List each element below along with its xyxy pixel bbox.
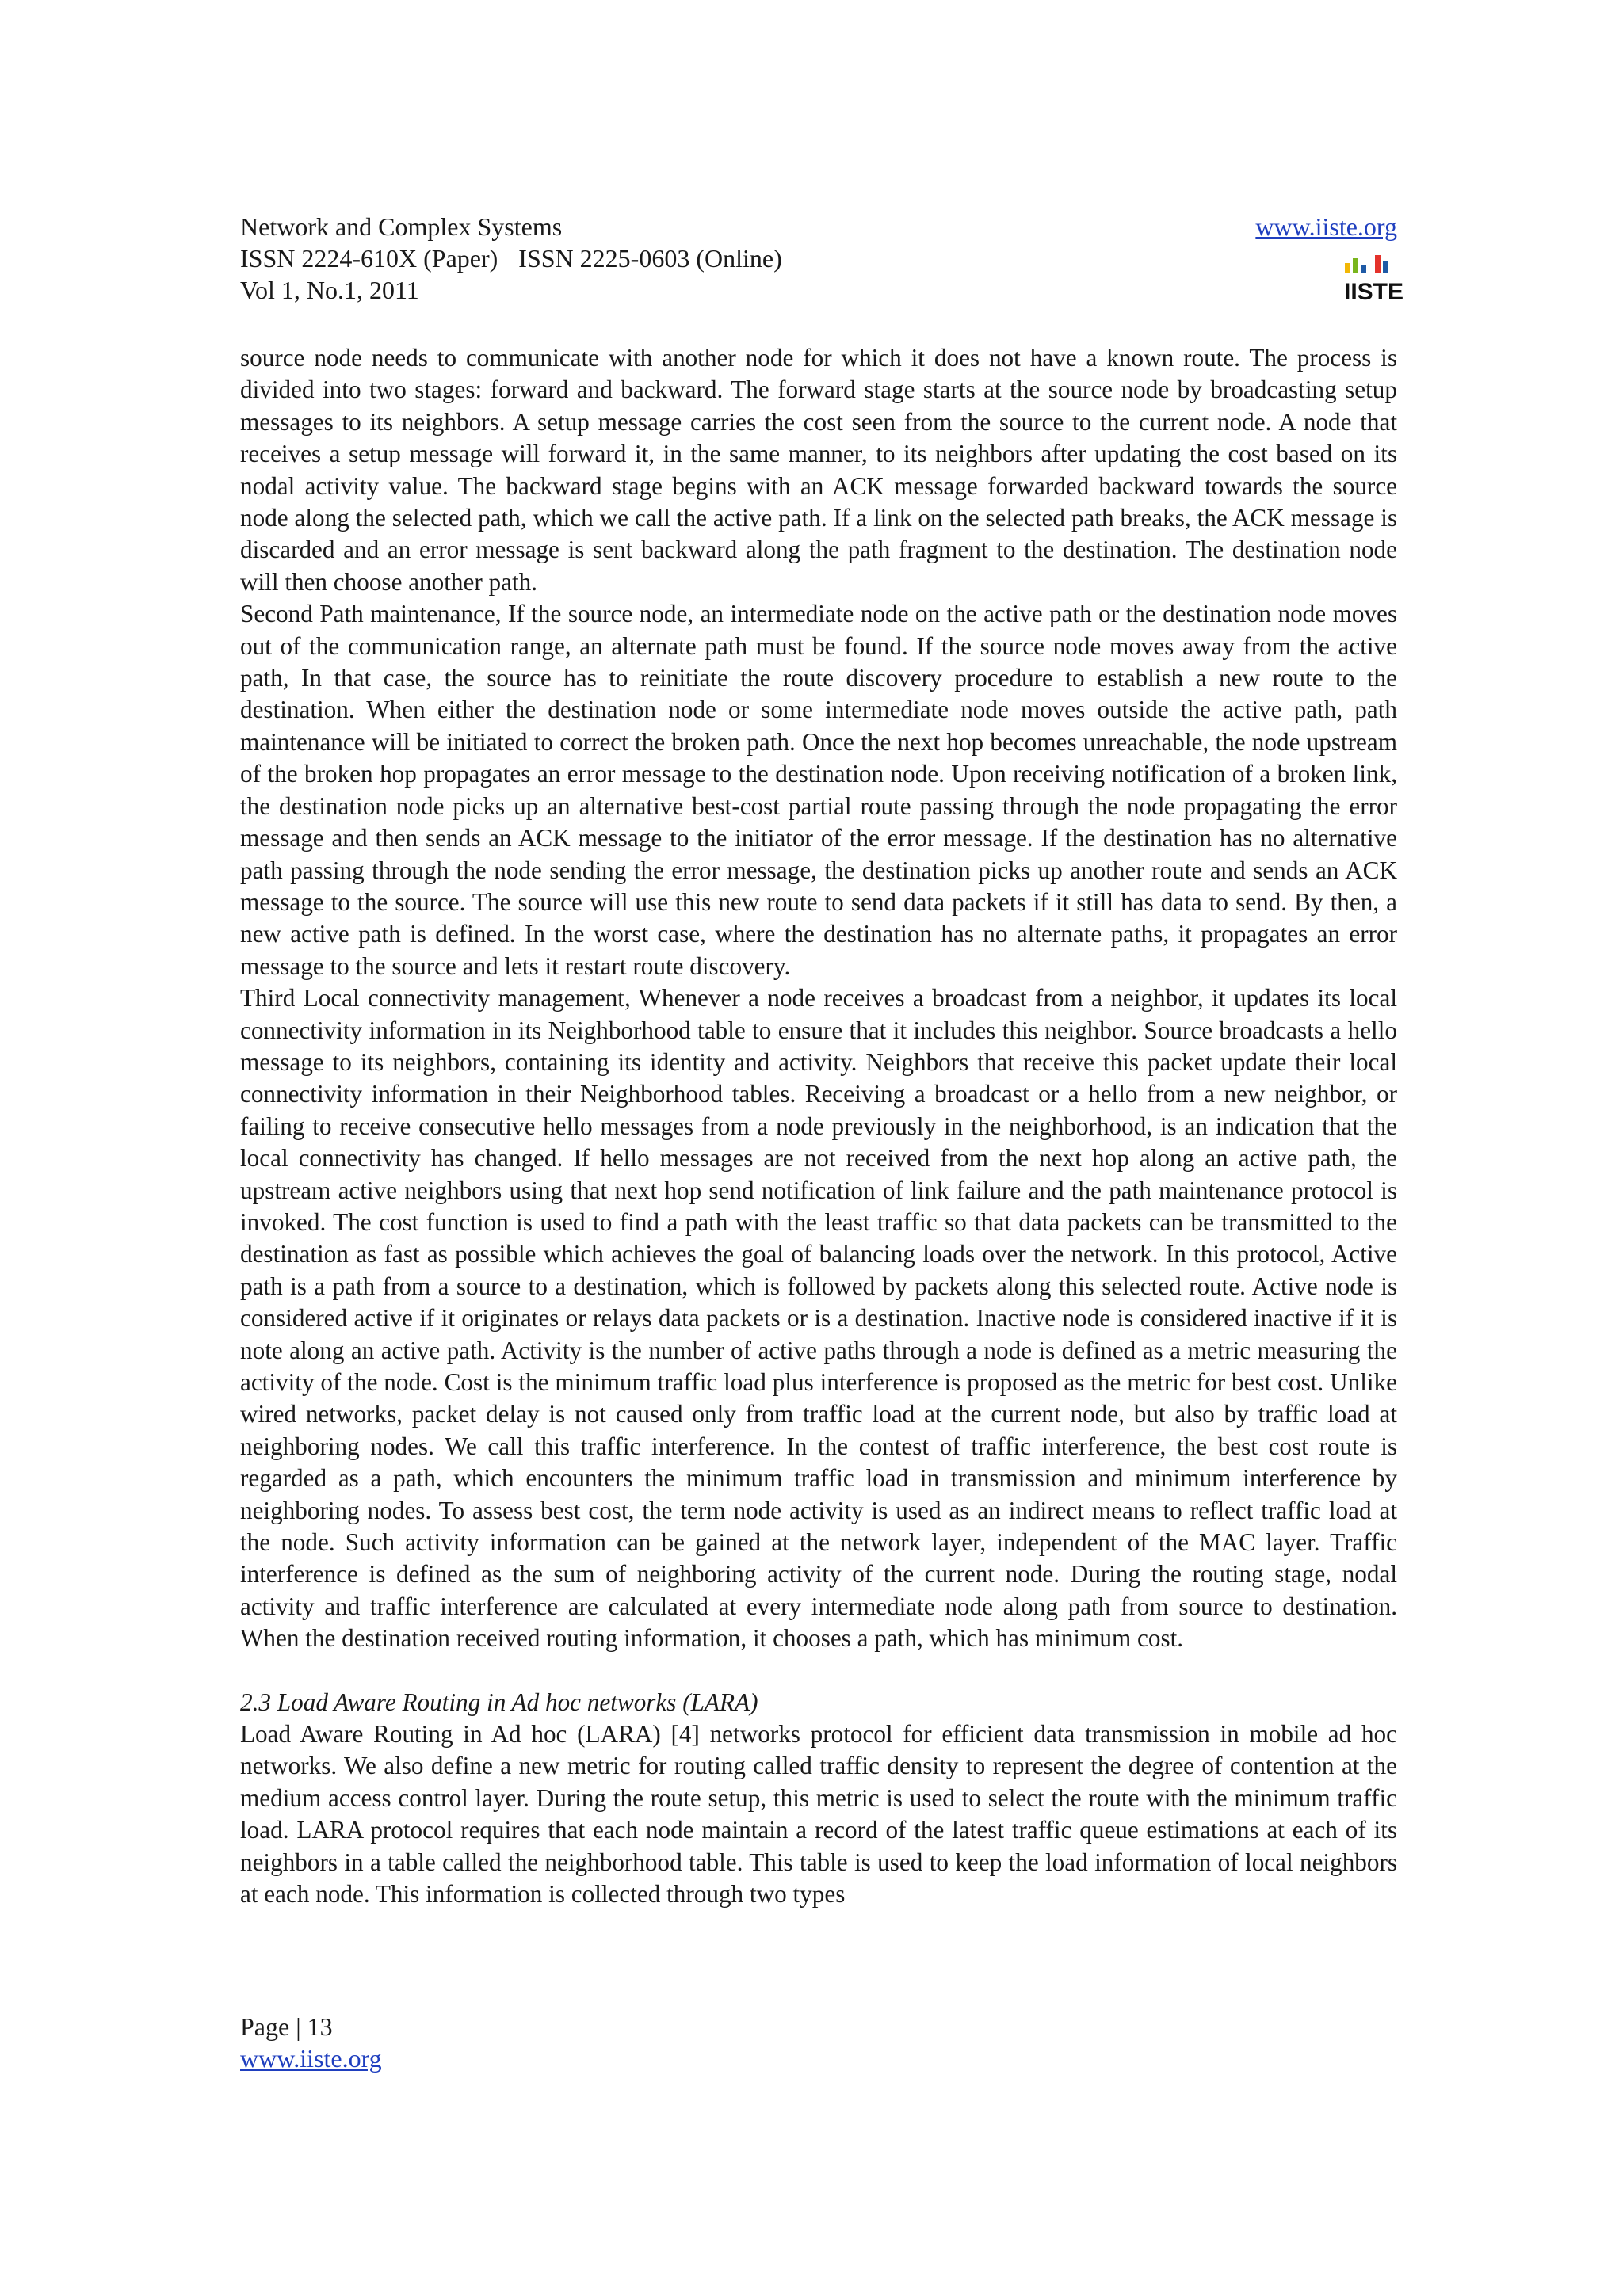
paragraph-local-connectivity: Third Local connectivity management, Whenever a node receives a broadcast from a neighbor, it updates its local connectivity information in its Neighborhood table to ensure that it includes this neighbor. Source broadcasts a hello message to its neighbors, containing its identity and activity. Neighbors that receive this packet update their local connectivity information in their Neighborhood tables. Receiving a broadcast or a hello from a new neighbor, or failing to receive consecutive hello messages from a node previously in the neighborhood, is an indication that the local connectivity has changed. If hello messages are not received from the next hop along an active path, the upstream active neighbors using that next hop send notification of link failure and the path maintenance protocol is invoked. The cost function is used to find a path with the least traffic so that data packets can be transmitted to the destination as fast as possible which achieves the goal of balancing loads over the network. In this protocol, Active path is a path from a source to a destination, which is followed by packets along this selected route. Active node is considered active if it originates or relays data packets or is a destination. Inactive node is considered inactive if it is note along an active path. Activity is the number of active paths through a node is defined as a metric measuring the activity of the node. Cost is the minimum traffic load plus interference is proposed as the metric for best cost. Unlike wired networks, packet delay is not caused only from traffic load at the current node, but also by traffic load at neighboring nodes. We call this traffic interference. In the contest of traffic interference, the best cost route is regarded as a path, which encounters the minimum traffic load in transmission and minimum interference by neighboring nodes. To assess best cost, the term node activity is used as an indirect means to reflect traffic load at the node. Such activity information can be gained at the network layer, independent of the MAC layer. Traffic interference is defined as the sum of neighboring activity of the current node. During the routing stage, nodal activity and traffic interference are calculated at every intermediate node along path from source to destination. When the destination received routing information, it chooses a path, which has minimum cost.: [240, 984, 1397, 1653]
logo-text: IISTE: [1344, 279, 1404, 305]
footer-website-link[interactable]: www.iiste.org: [240, 2044, 382, 2073]
paragraph-lara: Load Aware Routing in Ad hoc (LARA) [4] networks protocol for efficient data transmission in mobile ad hoc networks. We also define a new metric for routing called traffic density to represent the degree of contention at the medium access control layer. During the route setup, this metric is used to select the route with the minimum traffic load. LARA protocol requires that each node maintain a record of the latest traffic queue estimations at each of its neighbors in a table called the neighborhood table. This table is used to keep the load information of local neighbors at each node. This information is collected through two types: [240, 1720, 1397, 1909]
page-number: Page | 13: [240, 2012, 333, 2041]
issn-online: ISSN 2225-0603 (Online): [518, 244, 782, 273]
iiste-logo-icon: [1343, 250, 1404, 305]
volume-info: Vol 1, No.1, 2011: [240, 276, 419, 304]
article-body: [240, 342, 1397, 1911]
issn-paper: ISSN 2224-610X (Paper): [240, 244, 498, 273]
journal-title: Network and Complex Systems: [240, 212, 563, 241]
header-website-wrap: [1255, 211, 1397, 242]
paragraph-route-discovery: source node needs to communicate with another node for which it does not have a known route. The process is divided into two stages: forward and backward. The forward stage starts at the source node by broadcasting setup messages to its neighbors. A setup message carries the cost seen from the source to the current node. A node that receives a setup message will forward it, in the same manner, to its neighbors after updating the cost based on its nodal activity value. The backward stage begins with an ACK message forwarded backward towards the source node along the selected path, which we call the active path. If a link on the selected path breaks, the ACK message is discarded and an error message is sent backward along the path fragment to the destination. The destination node will then choose another path.: [240, 344, 1397, 596]
page-header: [240, 211, 1404, 314]
section-heading-lara: 2.3 Load Aware Routing in Ad hoc networks (LARA): [240, 1688, 758, 1716]
page-footer: [240, 2011, 382, 2074]
header-website-link[interactable]: www.iiste.org: [1255, 212, 1397, 241]
paragraph-path-maintenance: Second Path maintenance, If the source node, an intermediate node on the active path or the destination node moves out of the communication range, an alternate path must be found. If the source node moves away from the active path, In that case, the source has to reinitiate the route discovery procedure to establish a new route to the destination. When either the destination node or some intermediate node moves outside the active path, path maintenance will be initiated to correct the broken path. Once the next hop becomes unreachable, the node upstream of the broken hop propagates an error message to the destination node. Upon receiving notification of a broken link, the destination node picks up an alternative best-cost partial route passing through the node propagating the error message and then sends an ACK message to the initiator of the error message. If the destination has no alternative path passing through the node sending the error message, the destination picks up another route and sends an ACK message to the source. The source will use this new route to send data packets if it still has data to send. By then, a new active path is defined. In the worst case, where the destination has no alternate paths, it propagates an error message to the source and lets it restart route discovery.: [240, 600, 1397, 980]
issn-line: [240, 242, 1397, 274]
